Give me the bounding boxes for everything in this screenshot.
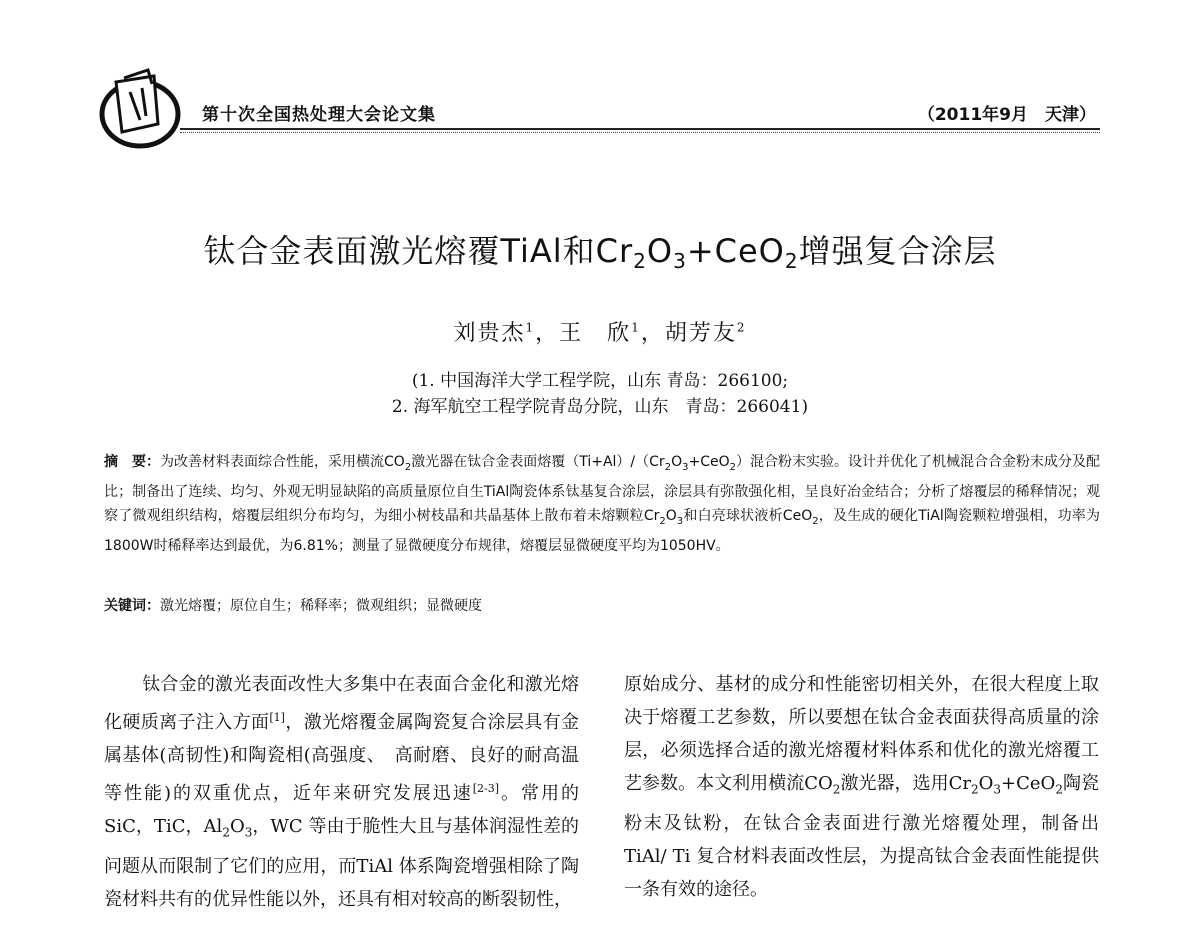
citation: [2-3]: [472, 782, 500, 795]
conference-date: （2011年9月 天津）: [917, 105, 1096, 125]
keywords-text: 激光熔覆；原位自生；稀释率；微观组织；显微硬度: [160, 598, 482, 614]
author-2: 王 欣: [559, 321, 632, 346]
abstract: 摘 要：为改善材料表面综合性能，采用横流$CO_2$激光器在钛合金表面熔覆$(Ti+Al)/(Cr_2O_3+CeO_2)$混合粉末实验。设计并优化了机械混合合金粉末成分及配比；制备出了连续、均匀、外观无明显缺陷的高质量原位自生TiAl陶瓷体系钛基复合涂层，涂层具有弥散强化相，呈良好冶金结合；分析了熔覆层的稀释情况；观察了微观组织结构，熔覆层组织分布均匀，为细小树枝晶和共晶基体上散布着未熔颗粒$Cr_2O_3$和白亮球状液析CeO$_2$，及生成的硬化TiAl陶瓷颗粒增强相，功率为1800W时稀释率达到最优，为6.81%；测量了显微硬度分布规律，熔覆层显微硬度平均为1050HV。: [104, 454, 1101, 554]
affiliation-1: (1. 中国海洋大学工程学院，山东 青岛：266100;: [411, 371, 789, 391]
citation: [1]: [269, 711, 285, 724]
keywords-label: 关键词：: [104, 598, 160, 614]
keywords: [104, 594, 1100, 618]
authors: 刘贵杰$^1$，王 欣$^1$，胡芳友$^2$: [453, 320, 747, 346]
author-1: 刘贵杰: [453, 321, 526, 346]
affiliations: [0, 368, 1200, 420]
author-3: 胡芳友: [664, 321, 737, 346]
paper-title: 钛合金表面激光熔覆TiAl和$Cr_2O_3+CeO_2$增强复合涂层: [203, 232, 997, 273]
body-column-right: 原始成分、基材的成分和性能密切相关外，在很大程度上取决于熔覆工艺参数，所以要想在钛合金表面获得高质量的涂层，必须选择合适的激光熔覆材料体系和优化的激光熔覆工艺参数。本文利用横流$CO_2$激光器，选用$Cr_2O_3+CeO_2$陶瓷粉末及钛粉，在钛合金表面进行激光熔覆处理，制备出 TiAl/ Ti 复合材料表面改性层，为提高钛合金表面性能提供一条有效的途径。: [624, 674, 1100, 900]
body-column-left: 钛合金的激光表面改性大多集中在表面合金化和激光熔化硬质离子注入方面[1]，激光熔覆金属陶瓷复合涂层具有金属基体(高韧性)和陶瓷相(高强度、 高耐磨、良好的耐高温等性能)的双重优点，近年来研究发展迅速[2-3]。常用的SiC，TiC，$Al_2O_3$，WC 等由于脆性大且与基体润湿性差的问题从而限制了它们的应用，而TiAl 体系陶瓷增强相除了陶瓷材料共有的优异性能以外，还具有相对较高的断裂韧性，: [104, 674, 580, 910]
conference-logo: [96, 62, 188, 152]
header-rule: [180, 128, 1100, 133]
conference-title: 第十次全国热处理大会论文集: [202, 105, 436, 125]
abstract-label: 摘 要：: [104, 454, 161, 470]
affiliation-2: 2. 海军航空工程学院青岛分院，山东 青岛：266041): [391, 397, 809, 417]
